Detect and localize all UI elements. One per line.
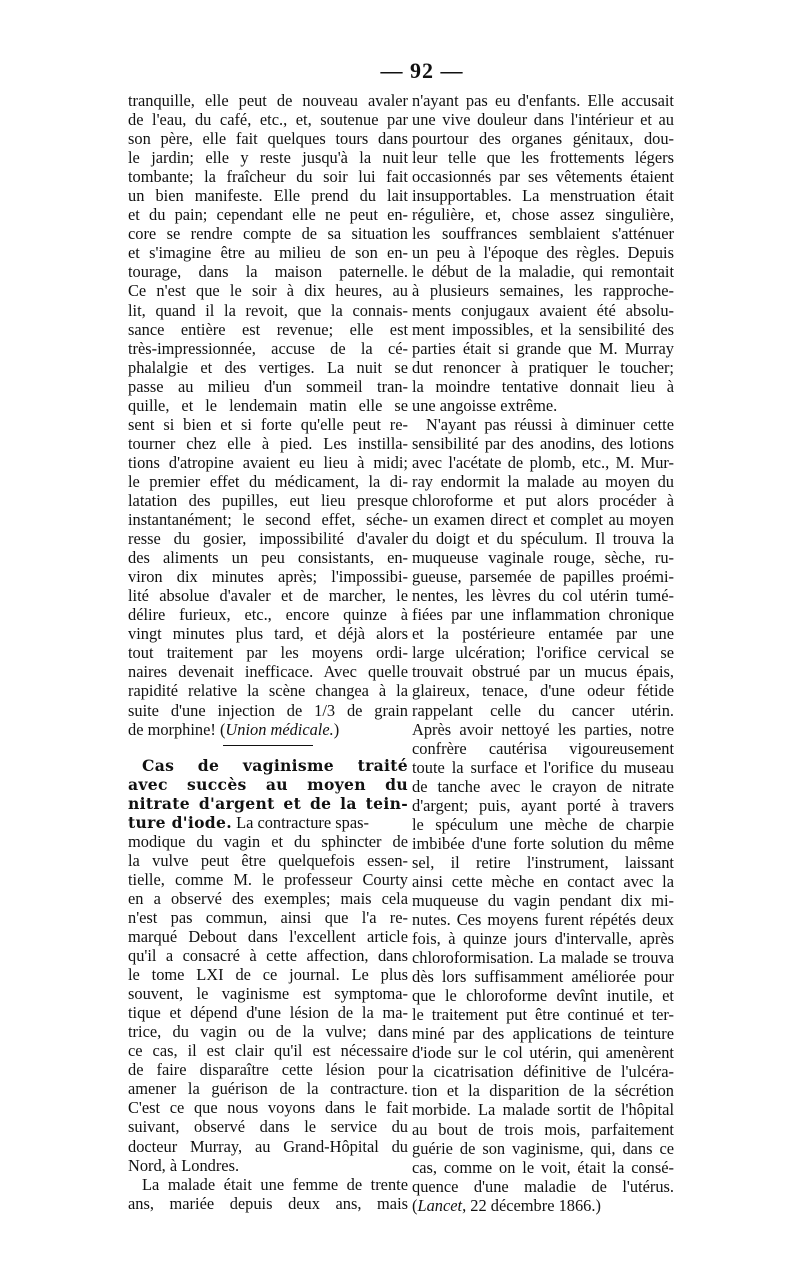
- text-line: la moindre tentative donnait lieu à: [412, 376, 674, 396]
- text-line: modique du vagin et du sphincter de: [128, 831, 408, 851]
- text-line: leur telle que les frottements légers: [412, 148, 674, 168]
- text-line: le premier effet du médicament, la di-: [128, 471, 408, 491]
- text-line: [412, 1196, 674, 1215]
- text-line: vingt minutes plus tard, et déjà alors: [128, 624, 408, 644]
- text-line: tout traitement par les moyens ordi-: [128, 643, 408, 663]
- text-line: tique et dépend d'une lésion de la ma-: [128, 1003, 408, 1023]
- title-fragment: ture d'iode.: [128, 812, 232, 832]
- text-line: tombante; la fraîcheur du soir lui fait: [128, 167, 408, 187]
- text-line: de l'eau, du café, etc., et, soutenue par: [128, 110, 408, 130]
- text-line: le début de la maladie, qui remontait: [412, 262, 674, 282]
- text-line: sensibilité par des anodins, des lotions: [412, 433, 674, 453]
- title-line: [128, 813, 408, 832]
- text-line: n'est pas commun, ainsi que l'a re-: [128, 907, 408, 927]
- text-line: une angoisse extrême.: [412, 395, 558, 415]
- right-paragraph-1-last: [412, 396, 674, 415]
- text-line: pourtour des organes génitaux, dou-: [412, 129, 674, 149]
- title-line: Cas de vaginisme traité: [142, 755, 408, 775]
- text-line: fiées par une inflammation chronique: [412, 605, 674, 625]
- right-citation: [412, 1196, 674, 1215]
- right-paragraph-2: [412, 415, 674, 1196]
- section-title: [128, 756, 408, 813]
- text-line: à plusieurs semaines, les rapproche-: [412, 281, 674, 301]
- text-line: Après avoir nettoyé les parties, notre: [412, 719, 674, 739]
- left-paragraph-3: [128, 1175, 408, 1213]
- text-line: sent si bien et si forte qu'elle peut re-: [128, 414, 408, 434]
- text-line: large ulcération; l'orifice cervical se: [412, 643, 674, 663]
- text-line: son père, elle fait quelques tours dans: [128, 129, 408, 149]
- text-line: ray endormit la malade au moyen du: [412, 471, 674, 491]
- text-line: souvent, le vaginisme est symptoma-: [128, 984, 408, 1004]
- text-line: et la postérieure entamée par une: [412, 624, 674, 644]
- citation-source: Union médicale.: [225, 719, 334, 739]
- text-line: et s'imagine être au milieu de son en-: [128, 243, 408, 263]
- text-line: avec l'acétate de plomb, etc., M. Mur-: [412, 452, 674, 472]
- text-line: très-impressionnée, accuse de la cé-: [128, 338, 408, 358]
- text-line: miné par des applications de teinture: [412, 1024, 674, 1044]
- text-line: quille, et le lendemain matin elle se: [128, 395, 408, 415]
- text-line: suivant, observé dans le service du: [128, 1117, 408, 1137]
- text-line: rapidité relative la scène changea à la: [128, 681, 408, 701]
- text-line: tourage, dans la maison paternelle.: [128, 262, 408, 282]
- text-line: ainsi cette mèche en contact avec la: [412, 871, 674, 891]
- text-fragment: de morphine! (: [128, 719, 226, 739]
- text-line: guérie de son vaginisme, qui, dans ce: [412, 1138, 674, 1158]
- text-line: au bout de trois mois, parfaitement: [412, 1119, 674, 1139]
- text-line: glaireux, tenace, d'une odeur fétide: [412, 681, 674, 701]
- text-line: délire furieux, etc., encore quinze à: [128, 605, 408, 625]
- text-line: Ce n'est que le soir à dix heures, au: [128, 281, 408, 301]
- left-column: [128, 91, 408, 1213]
- text-line: ments conjugaux avaient été absolu-: [412, 300, 674, 320]
- text-line: une vive douleur dans l'intérieur et au: [412, 110, 674, 130]
- text-line: marqué Debout dans l'excellent article: [128, 927, 408, 947]
- text-line: muqueuse du vagin pendant dix mi-: [412, 890, 674, 910]
- text-line: latation des pupilles, eut lieu presque: [128, 490, 408, 510]
- text-line: instantanément; le second effet, séche-: [128, 510, 408, 530]
- text-line: parties était si grande que M. Murray: [412, 338, 674, 358]
- text-line: un examen direct et complet au moyen: [412, 510, 674, 530]
- left-paragraph-1-last: [128, 720, 408, 739]
- text-line: le traitement put être continué et ter-: [412, 1005, 674, 1025]
- text-line: lité absolue d'avaler et de marcher, le: [128, 586, 408, 606]
- text-line: ment impossibles, et la sensibilité des: [412, 319, 674, 339]
- right-column: [412, 91, 674, 1215]
- text-line: le spéculum une mèche de charpie: [412, 814, 674, 834]
- right-paragraph-1: [412, 91, 674, 396]
- text-line: confrère cautérisa vigoureusement: [412, 738, 674, 758]
- text-line: rappelant celle du cancer utérin.: [412, 700, 674, 720]
- text-line: chloroforme et put alors procéder à: [412, 490, 674, 510]
- section-title-last: [128, 813, 408, 832]
- text-line: tions d'atropine avaient eu lieu à midi;: [128, 452, 408, 472]
- text-line: dès lors suffisamment améliorée pour: [412, 967, 674, 987]
- text-line: quence d'une maladie de l'utérus.: [412, 1176, 674, 1196]
- text-line: trice, du vagin ou de la vulve; dans: [128, 1022, 408, 1042]
- text-line: sance entière est revenue; elle est: [128, 319, 408, 339]
- text-line: que le chloroforme devînt inutile, et: [412, 986, 674, 1006]
- text-line: d'iode sur le col utérin, qui amenèrent: [412, 1043, 674, 1063]
- text-line: un peu à l'époque des règles. Depuis: [412, 243, 674, 263]
- text-line: tranquille, elle peut de nouveau avaler: [128, 91, 408, 110]
- page-number: — 92 —: [380, 58, 464, 83]
- text-line: cas, comme on le voit, était la consé-: [412, 1157, 674, 1177]
- section-divider: [223, 745, 313, 746]
- text-line: tielle, comme M. le professeur Courty: [128, 869, 408, 889]
- text-line: ans, mariée depuis deux ans, mais: [128, 1193, 408, 1213]
- text-line: régulière, et, chose assez singulière,: [412, 205, 674, 225]
- text-line: dut renoncer à pratiquer le toucher;: [412, 357, 674, 377]
- text-line: et du pain; cependant elle ne peut en-: [128, 205, 408, 225]
- text-line: la cicatrisation définitive de l'ulcéra-: [412, 1062, 674, 1082]
- text-line: les souffrances semblaient s'atténuer: [412, 224, 674, 244]
- text-line: chloroformisation. La malade se trouva: [412, 948, 674, 968]
- text-line: C'est ce que nous voyons dans le fait: [128, 1098, 408, 1118]
- text-line: occasionnés par ses vêtements étaient: [412, 167, 674, 187]
- text-line: La malade était une femme de trente: [142, 1174, 408, 1194]
- text-line: docteur Murray, au Grand-Hôpital du: [128, 1136, 408, 1156]
- text-fragment: (: [412, 1195, 418, 1215]
- text-line: de tanche avec le crayon de nitrate: [412, 776, 674, 796]
- text-line: en a observé des exemples; mais cela: [128, 888, 408, 908]
- text-line: la vulve peut être quelquefois essen-: [128, 850, 408, 870]
- text-line: le tome LXI de ce journal. Le plus: [128, 965, 408, 985]
- text-line: morbide. La malade sortit de l'hôpital: [412, 1100, 674, 1120]
- text-line: phalalgie et des vertiges. La nuit se: [128, 357, 408, 377]
- text-line: Nord, à Londres.: [128, 1155, 240, 1175]
- text-fragment: ): [333, 719, 340, 739]
- text-line: N'ayant pas réussi à diminuer cette: [426, 414, 674, 434]
- text-line: des aliments un peu consistants, en-: [128, 548, 408, 568]
- text-line: n'ayant pas eu d'enfants. Elle accusait: [412, 91, 674, 110]
- text-line: d'argent; puis, ayant porté à travers: [412, 795, 674, 815]
- text-fragment: , 22 décembre 1866.): [462, 1195, 601, 1215]
- text-line: tourner chez elle à pied. Les instilla-: [128, 433, 408, 453]
- text-line: suite d'une injection de 1/3 de grain: [128, 700, 408, 720]
- text-line: amener la guérison de la contracture.: [128, 1079, 408, 1099]
- text-line: sel, il retire l'instrument, laissant: [412, 852, 674, 872]
- text-line: resse du gosier, impossibilité d'avaler: [128, 529, 408, 549]
- text-line: ce cas, il est clair qu'il est nécessaire: [128, 1041, 408, 1061]
- text-line: core se rendre compte de sa situation: [128, 224, 408, 244]
- title-line: nitrate d'argent et de la tein-: [128, 793, 408, 813]
- text-line: passe au milieu d'un sommeil tran-: [128, 376, 408, 396]
- text-line: muqueuse vaginale rouge, sèche, ru-: [412, 548, 674, 568]
- title-tail: La contracture spas-: [231, 812, 369, 832]
- left-paragraph-2-last: [128, 1156, 408, 1175]
- text-line: insupportables. La menstruation était: [412, 186, 674, 206]
- text-line: de faire disparaître cette lésion pour: [128, 1060, 408, 1080]
- left-paragraph-1: [128, 91, 408, 720]
- title-line: avec succès au moyen du: [128, 774, 408, 794]
- left-paragraph-2: [128, 832, 408, 1156]
- text-line: nentes, les lèvres du col utérin tumé-: [412, 586, 674, 606]
- text-line: imbibée d'une forte solution du même: [412, 833, 674, 853]
- text-line: toute la surface et l'orifice du museau: [412, 757, 674, 777]
- text-line: gueuse, parsemée de papilles proémi-: [412, 567, 674, 587]
- text-line: nutes. Ces moyens furent répétés deux: [412, 910, 674, 930]
- text-line: fois, à quinze jours d'intervalle, après: [412, 929, 674, 949]
- text-line: qu'il a consacré à cette affection, dans: [128, 946, 408, 966]
- text-line: du doigt et du spéculum. Il trouva la: [412, 529, 674, 549]
- text-line: [128, 720, 408, 739]
- text-line: naires devenait inefficace. Avec quelle: [128, 662, 408, 682]
- text-line: tion et la disparition de la sécrétion: [412, 1081, 674, 1101]
- text-line: viron dix minutes après; l'impossibi-: [128, 567, 408, 587]
- text-line: un bien manifeste. Elle prend du lait: [128, 186, 408, 206]
- text-line: lit, quand il la revoit, que la connais-: [128, 300, 408, 320]
- text-line: le jardin; elle y reste jusqu'à la nuit: [128, 148, 408, 168]
- text-line: trouvait obstrué par un mucus épais,: [412, 662, 674, 682]
- citation-source: Lancet: [417, 1195, 463, 1215]
